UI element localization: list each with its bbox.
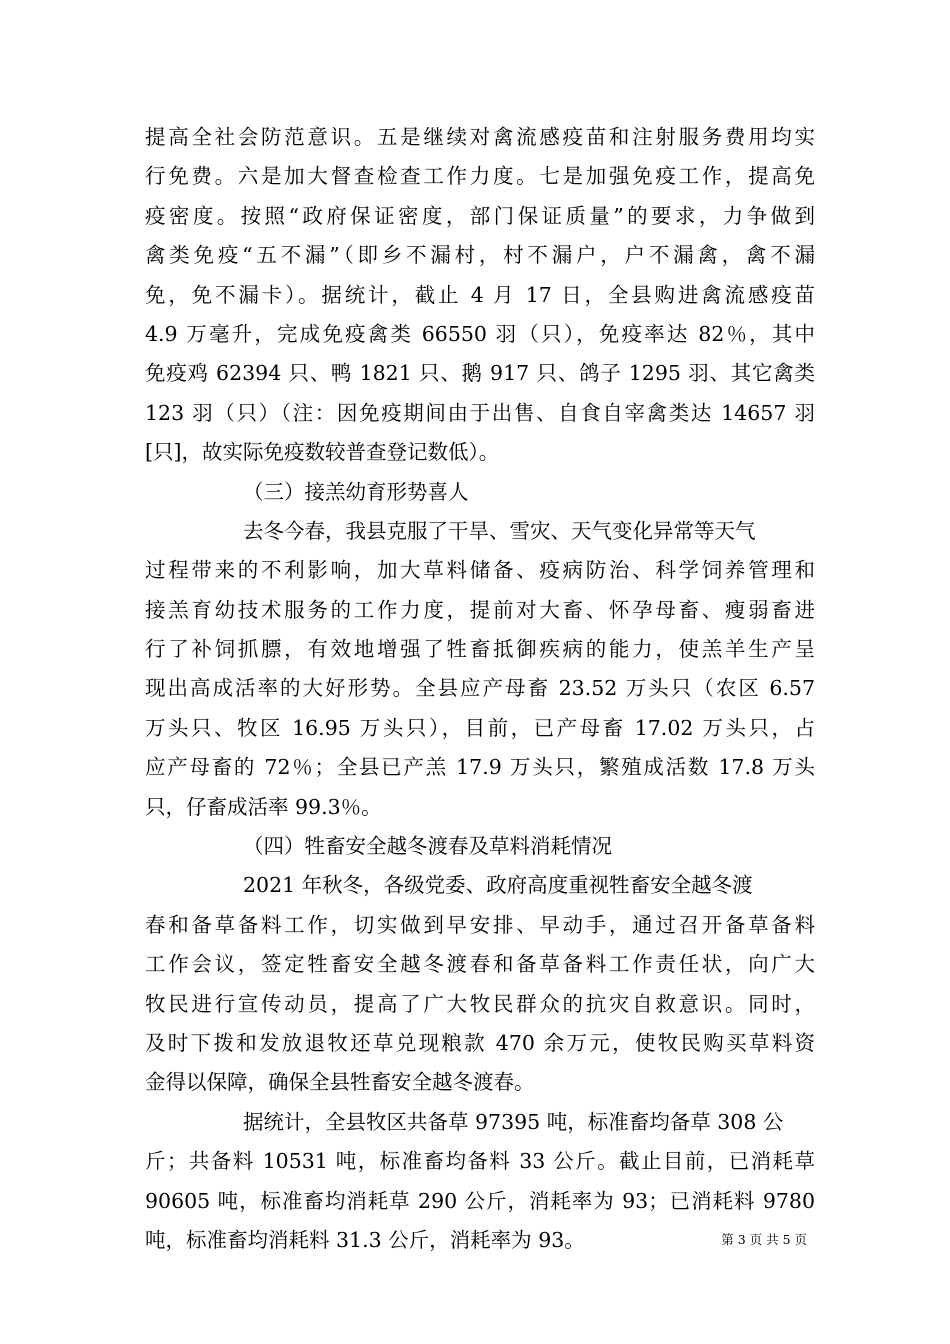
body-line: 免疫鸡 62394 只、鸭 1821 只、鹅 917 只、鸽子 1295 羽、其它禽类: [145, 361, 815, 386]
body-line: 禽类免疫“五不漏”（即乡不漏村，村不漏户，户不漏禽，禽不漏: [145, 243, 815, 268]
body-line: 金得以保障，确保全县牲畜安全越冬渡春。: [145, 1070, 535, 1095]
body-line: 提高全社会防范意识。五是继续对禽流感疫苗和注射服务费用均实: [145, 125, 815, 149]
body-line: 应产母畜的 72％；全县已产羔 17.9 万头只，繁殖成活数 17.8 万头: [145, 755, 815, 780]
page-number-footer: 第 3 页 共 5 页: [721, 1232, 807, 1247]
paragraph-first-line: 2021 年秋冬，各级党委、政府高度重视牲畜安全越冬渡: [243, 873, 753, 898]
section-heading-3: （三）接羔幼育形势喜人: [243, 479, 469, 504]
body-line: 只，仔畜成活率 99.3％。: [145, 794, 382, 819]
body-line: [只]，故实际免疫数较普查登记数低）。: [145, 440, 500, 465]
body-line: 过程带来的不利影响，加大草料储备、疫病防治、科学饲养管理和: [145, 558, 815, 583]
body-line: 春和备草备料工作，切实做到早安排、早动手，通过召开备草备料: [145, 912, 815, 937]
body-line: 现出高成活率的大好形势。全县应产母畜 23.52 万头只（农区 6.57: [145, 676, 815, 701]
body-line: 万头只、牧区 16.95 万头只），目前，已产母畜 17.02 万头只，占: [145, 715, 815, 740]
body-line: 牧民进行宣传动员，提高了广大牧民群众的抗灾自救意识。同时，: [145, 991, 815, 1016]
paragraph-first-line: 据统计，全县牧区共备草 97395 吨，标准畜均备草 308 公: [243, 1109, 784, 1134]
body-line: 斤；共备料 10531 吨，标准畜均备料 33 公斤。截止目前，已消耗草: [145, 1149, 815, 1174]
body-line: 123 羽（只）（注：因免疫期间由于出售、自食自宰禽类达 14657 羽: [145, 400, 815, 425]
document-body: [145, 118, 815, 1260]
body-line: 4.9 万毫升，完成免疫禽类 66550 羽（只），免疫率达 82％，其中: [145, 321, 815, 346]
body-line: 吨，标准畜均消耗料 31.3 公斤，消耗率为 93。: [145, 1227, 585, 1252]
body-line: 90605 吨，标准畜均消耗草 290 公斤，消耗率为 93；已消耗料 9780: [145, 1188, 815, 1213]
body-line: 接羔育幼技术服务的工作力度，提前对大畜、怀孕母畜、瘦弱畜进: [145, 597, 815, 622]
body-line: 行了补饲抓膘，有效地增强了牲畜抵御疾病的能力，使羔羊生产呈: [145, 637, 815, 662]
body-line: 免，免不漏卡）。据统计，截止 4 月 17 日，全县购进禽流感疫苗: [145, 282, 815, 307]
paragraph-first-line: 去冬今春，我县克服了干旱、雪灾、天气变化异常等天气: [243, 518, 756, 543]
body-line: 行免费。六是加大督查检查工作力度。七是加强免疫工作，提高免: [145, 164, 815, 189]
section-heading-4: （四）牲畜安全越冬渡春及草料消耗情况: [243, 834, 612, 859]
body-line: 工作会议，签定牲畜安全越冬渡春和备草备料工作责任状，向广大: [145, 952, 815, 977]
body-line: 疫密度。按照“政府保证密度，部门保证质量”的要求，力争做到: [145, 203, 815, 228]
body-line: 及时下拨和发放退牧还草兑现粮款 470 余万元，使牧民购买草料资: [145, 1030, 815, 1055]
